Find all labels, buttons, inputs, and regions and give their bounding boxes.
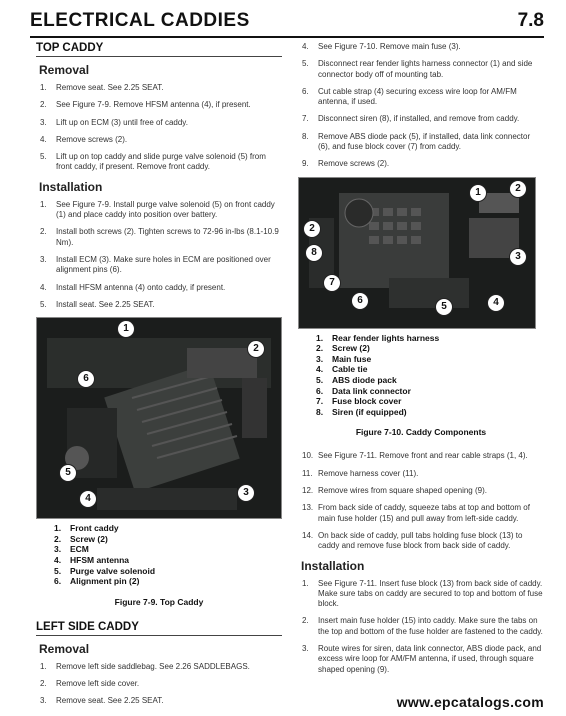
- callout-2: 2: [247, 340, 265, 358]
- legend-item: 8. Siren (if equipped): [316, 406, 407, 417]
- legend-item: 3. ECM: [54, 544, 89, 555]
- callout-5: 5: [59, 464, 77, 482]
- callout-7: 7: [323, 274, 341, 292]
- step-item: 1. Remove left side saddlebag. See 2.26 SADDLEBAGS.: [40, 661, 250, 671]
- figure-7-9-photo: [36, 317, 282, 519]
- step-item: 5. Install seat. See 2.25 SEAT.: [40, 299, 155, 309]
- installation-heading-right: Installation: [301, 558, 365, 573]
- callout-3: 3: [237, 484, 255, 502]
- step-item: 2. Remove left side cover.: [40, 679, 140, 689]
- legend-item: 5. Purge valve solenoid: [54, 565, 156, 576]
- legend-item: 7. Fuse block cover: [316, 396, 402, 407]
- legend-item: 1. Rear fender lights harness: [316, 332, 440, 343]
- legend-item: 4. HFSM antenna: [54, 554, 130, 565]
- callout-1: 1: [117, 320, 135, 338]
- step-item: 2. Install both screws (2). Tighten screws to 72-96 in-lbs (8.1-10.9 Nm).: [40, 227, 279, 247]
- step-item: 10. See Figure 7-11. Remove front and rear cable straps (1, 4).: [302, 451, 528, 461]
- left-column: [36, 42, 282, 714]
- section-title-top-caddy: TOP CADDY: [36, 42, 282, 57]
- figure-7-9-legend: [54, 523, 282, 587]
- callout-4: 4: [487, 294, 505, 312]
- legend-item: 5. ABS diode pack: [316, 375, 397, 386]
- step-item: 4. Remove screws (2).: [40, 134, 128, 144]
- legend-item: 1. Front caddy: [54, 523, 119, 534]
- callout-5: 5: [435, 298, 453, 316]
- step-item: 5. Lift up on top caddy and slide purge valve solenoid (5) from front caddy, if present. Remove front caddy.: [40, 152, 266, 172]
- step-item: 1. Remove seat. See 2.25 SEAT.: [40, 83, 164, 92]
- legend-item: 2. Screw (2): [54, 533, 108, 544]
- section-number: 7.8: [517, 10, 544, 31]
- step-item: 3. Install ECM (3). Make sure holes in ECM are positioned over alignment pins (6).: [40, 254, 271, 275]
- step-item: 3. Remove seat. See 2.25 SEAT.: [40, 696, 164, 706]
- installation-steps: [36, 200, 282, 310]
- callout-2: 2: [509, 180, 527, 198]
- installation-steps-right: [298, 579, 544, 675]
- legend-item: 3. Main fuse: [316, 353, 372, 364]
- figure-7-9-caption: Figure 7-9. Top Caddy: [114, 596, 204, 607]
- step-item: 11. Remove harness cover (11).: [302, 468, 419, 478]
- step-item: 2. Insert main fuse holder (15) into caddy. Make sure the tabs on the top and bottom of the fuse holder are fastened to the caddy.: [302, 616, 543, 636]
- step-item: 13. From back side of caddy, squeeze tabs at top and bottom of main fuse holder (15) and pull away from left-side caddy.: [302, 503, 530, 523]
- step-item: 6. Cut cable strap (4) securing excess wire loop for AM/FM antenna, if used.: [302, 86, 517, 107]
- callout-6: 6: [77, 370, 95, 388]
- callout-3: 3: [509, 248, 527, 266]
- page-header: [30, 10, 544, 38]
- step-item: 12. Remove wires from square shaped opening (9).: [302, 486, 487, 496]
- figure-7-10-legend: [316, 333, 544, 418]
- callout-8: 8: [305, 244, 323, 262]
- removal2-steps: [36, 662, 282, 707]
- step-item: 1. See Figure 7-11. Insert fuse block (13) from back side of caddy. Make sure tabs on caddy are secured to top and bottom of fuse block.: [302, 578, 543, 609]
- removal-steps-continued: [298, 42, 544, 170]
- section-title-left-side-caddy: LEFT SIDE CADDY: [36, 621, 282, 636]
- figure-7-10-caption: Figure 7-10. Caddy Components: [355, 427, 487, 438]
- removal-heading: Removal: [39, 63, 90, 77]
- step-item: 9. Remove screws (2).: [302, 159, 390, 169]
- step-item: 7. Disconnect siren (8), if installed, and remove from caddy.: [302, 114, 520, 124]
- page-title: ELECTRICAL CADDIES: [30, 10, 250, 31]
- step-item: 1. See Figure 7-9. Install purge valve solenoid (5) on front caddy (1) and place caddy into position over battery.: [40, 199, 275, 220]
- legend-item: 2. Screw (2): [316, 343, 370, 354]
- removal2-heading: Removal: [39, 641, 90, 656]
- removal-steps-continued-2: [298, 451, 544, 551]
- callout-6: 6: [351, 292, 369, 310]
- step-item: 4. Install HFSM antenna (4) onto caddy, if present.: [40, 282, 226, 292]
- legend-item: 6. Data link connector: [316, 385, 411, 396]
- installation-heading: Installation: [39, 179, 103, 194]
- step-item: 5. Disconnect rear fender lights harness connector (1) and side connector body off of mounting tab.: [302, 59, 533, 79]
- step-item: 14. On back side of caddy, pull tabs holding fuse block (13) to caddy and remove fuse block from back side of caddy.: [302, 530, 523, 551]
- step-item: 2. See Figure 7-9. Remove HFSM antenna (4), if present.: [40, 100, 251, 110]
- watermark: www.epcatalogs.com: [396, 694, 544, 710]
- figure-7-10-photo: [298, 177, 536, 329]
- step-item: 8. Remove ABS diode pack (5), if installed, data link connector (6), and fuse block cover (7) from caddy.: [302, 131, 531, 152]
- callout-4: 4: [79, 490, 97, 508]
- removal-steps: [36, 83, 282, 173]
- legend-item: 6. Alignment pin (2): [54, 576, 140, 587]
- step-item: 4. See Figure 7-10. Remove main fuse (3).: [302, 42, 461, 51]
- right-column: [298, 42, 544, 682]
- step-item: 3. Lift up on ECM (3) until free of caddy.: [40, 117, 188, 127]
- callout-1: 1: [469, 184, 487, 202]
- legend-item: 4. Cable tie: [316, 364, 368, 375]
- callout-2b: 2: [303, 220, 321, 238]
- step-item: 3. Route wires for siren, data link connector, ABS diode pack, and excess wire loop for AM/FM antenna, if used, through square shaped opening (9).: [302, 643, 542, 674]
